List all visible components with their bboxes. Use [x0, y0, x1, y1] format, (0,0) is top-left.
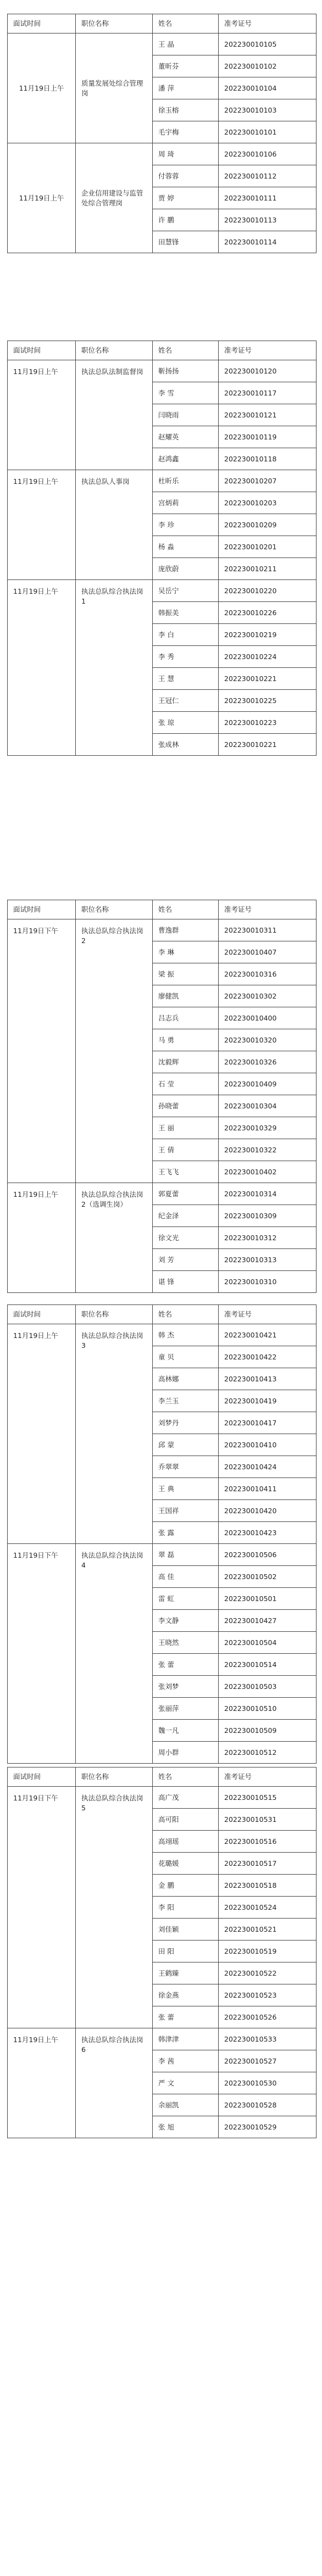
exam-number: 202230010309	[219, 1205, 317, 1227]
exam-number: 202230010221	[219, 734, 317, 756]
exam-number: 202230010304	[219, 1095, 317, 1117]
table-row	[8, 34, 317, 55]
header-exam-number: 准考证号	[219, 1767, 317, 1787]
candidate-name: 潘 萍	[153, 77, 219, 99]
group-time: 11月19日下午	[8, 1787, 76, 2028]
candidate-name: 韩 杰	[153, 1324, 219, 1346]
candidate-name: 徐文光	[153, 1227, 219, 1249]
candidate-name: 曹逸群	[153, 919, 219, 941]
table-row	[8, 1324, 317, 1346]
group-position: 质量发展处综合管理岗	[76, 34, 153, 143]
candidate-name: 刘 芳	[153, 1249, 219, 1271]
candidate-name: 李 琳	[153, 941, 219, 963]
exam-number: 202230010528	[219, 2094, 317, 2116]
exam-number: 202230010311	[219, 919, 317, 941]
exam-number: 202230010316	[219, 963, 317, 985]
exam-number: 202230010419	[219, 1390, 317, 1412]
group-position: 执法总队综合执法岗4	[76, 1544, 153, 1764]
exam-number: 202230010402	[219, 1161, 317, 1183]
exam-number: 202230010221	[219, 668, 317, 690]
header-exam-number: 准考证号	[219, 341, 317, 360]
header-time: 面试时间	[8, 1305, 76, 1324]
candidate-name: 高翊瑶	[153, 1831, 219, 1853]
table-header-row	[8, 14, 317, 34]
exam-number: 202230010103	[219, 99, 317, 121]
header-position: 职位名称	[76, 341, 153, 360]
header-exam-number: 准考证号	[219, 1305, 317, 1324]
exam-number: 202230010220	[219, 580, 317, 602]
table-header-row	[8, 1305, 317, 1324]
exam-number: 202230010509	[219, 1720, 317, 1742]
candidate-name: 高广茂	[153, 1787, 219, 1809]
candidate-name: 李兰玉	[153, 1390, 219, 1412]
candidate-name: 李 茜	[153, 2050, 219, 2072]
candidate-name: 庞欣蔚	[153, 558, 219, 580]
interview-table-2	[7, 341, 317, 756]
candidate-name: 李 雪	[153, 382, 219, 404]
group-position: 执法总队综合执法岗2	[76, 919, 153, 1183]
exam-number: 202230010312	[219, 1227, 317, 1249]
interview-table-4	[7, 1304, 317, 1764]
candidate-name: 周小群	[153, 1742, 219, 1764]
group-position: 执法总队法制监督岗	[76, 360, 153, 470]
candidate-name: 王晓然	[153, 1632, 219, 1654]
header-position: 职位名称	[76, 900, 153, 919]
exam-number: 202230010112	[219, 165, 317, 187]
header-name: 姓名	[153, 341, 219, 360]
exam-number: 202230010310	[219, 1271, 317, 1293]
exam-number: 202230010533	[219, 2028, 317, 2050]
group-time-label: 11月19日上午	[19, 193, 64, 202]
exam-number: 202230010219	[219, 624, 317, 646]
exam-number: 202230010104	[219, 77, 317, 99]
exam-number: 202230010502	[219, 1566, 317, 1588]
candidate-name: 王 典	[153, 1478, 219, 1500]
candidate-name: 董昕芬	[153, 55, 219, 77]
exam-number: 202230010101	[219, 121, 317, 143]
exam-number: 202230010117	[219, 382, 317, 404]
group-position: 执法总队人事岗	[76, 470, 153, 580]
candidate-name: 李 秀	[153, 646, 219, 668]
table-header-row	[8, 341, 317, 360]
group-position: 执法总队综合执法岗6	[76, 2028, 153, 2138]
candidate-name: 李 阳	[153, 1897, 219, 1919]
candidate-name: 廖健凯	[153, 985, 219, 1007]
candidate-name: 赵耀英	[153, 426, 219, 448]
table-header-row	[8, 900, 317, 919]
candidate-name: 贾 婷	[153, 187, 219, 209]
candidate-name: 花璐媛	[153, 1853, 219, 1875]
candidate-name: 邱 蒙	[153, 1434, 219, 1456]
header-time: 面试时间	[8, 14, 76, 34]
candidate-name: 李 珍	[153, 514, 219, 536]
candidate-name: 张 琼	[153, 712, 219, 734]
exam-number: 202230010420	[219, 1500, 317, 1522]
group-time: 11月19日下午	[8, 919, 76, 1183]
exam-number: 202230010102	[219, 55, 317, 77]
candidate-name: 金 鹏	[153, 1875, 219, 1897]
candidate-name: 靳扬扬	[153, 360, 219, 382]
exam-number: 202230010518	[219, 1875, 317, 1897]
candidate-name: 毛宇梅	[153, 121, 219, 143]
exam-number: 202230010523	[219, 1984, 317, 2006]
exam-number: 202230010119	[219, 426, 317, 448]
exam-number: 202230010400	[219, 1007, 317, 1029]
candidate-name: 王 倩	[153, 1139, 219, 1161]
candidate-name: 田 阳	[153, 1941, 219, 1962]
group-time	[8, 143, 76, 253]
interview-table-5	[7, 1767, 317, 2138]
exam-number: 202230010224	[219, 646, 317, 668]
exam-number: 202230010423	[219, 1522, 317, 1544]
exam-number: 202230010322	[219, 1139, 317, 1161]
candidate-name: 李文静	[153, 1610, 219, 1632]
exam-number: 202230010421	[219, 1324, 317, 1346]
exam-number: 202230010527	[219, 2050, 317, 2072]
exam-number: 202230010530	[219, 2072, 317, 2094]
candidate-name: 刘佳颖	[153, 1919, 219, 1941]
candidate-name: 童 贝	[153, 1346, 219, 1368]
table-row	[8, 1787, 317, 1809]
exam-number: 202230010524	[219, 1897, 317, 1919]
candidate-name: 许 鹏	[153, 209, 219, 231]
table-row	[8, 470, 317, 492]
candidate-name: 梁 振	[153, 963, 219, 985]
candidate-name: 周 琦	[153, 143, 219, 165]
header-exam-number: 准考证号	[219, 14, 317, 34]
candidate-name: 余丽凯	[153, 2094, 219, 2116]
candidate-name: 王国祥	[153, 1500, 219, 1522]
exam-number: 202230010516	[219, 1831, 317, 1853]
exam-number: 202230010209	[219, 514, 317, 536]
exam-number: 202230010410	[219, 1434, 317, 1456]
candidate-name: 魏一凡	[153, 1720, 219, 1742]
group-time: 11月19日上午	[8, 360, 76, 470]
candidate-name: 宫炳莉	[153, 492, 219, 514]
exam-number: 202230010225	[219, 690, 317, 712]
header-position: 职位名称	[76, 1767, 153, 1787]
exam-number: 202230010504	[219, 1632, 317, 1654]
header-name: 姓名	[153, 1305, 219, 1324]
exam-number: 202230010105	[219, 34, 317, 55]
candidate-name: 徐玉榕	[153, 99, 219, 121]
group-position: 企业信用建设与监管处综合管理岗	[76, 143, 153, 253]
candidate-name: 高可阳	[153, 1809, 219, 1831]
group-position: 执法总队综合执法岗3	[76, 1324, 153, 1544]
candidate-name: 雷 虹	[153, 1588, 219, 1610]
exam-number: 202230010106	[219, 143, 317, 165]
exam-number: 202230010201	[219, 536, 317, 558]
exam-number: 202230010409	[219, 1073, 317, 1095]
table-row	[8, 1544, 317, 1566]
header-name: 姓名	[153, 900, 219, 919]
exam-number: 202230010226	[219, 602, 317, 624]
candidate-name: 翠 磊	[153, 1544, 219, 1566]
header-position: 职位名称	[76, 14, 153, 34]
group-time	[8, 34, 76, 143]
candidate-name: 吕志兵	[153, 1007, 219, 1029]
exam-number: 202230010515	[219, 1787, 317, 1809]
exam-number: 202230010121	[219, 404, 317, 426]
candidate-name: 王飞飞	[153, 1161, 219, 1183]
exam-number: 202230010120	[219, 360, 317, 382]
header-name: 姓名	[153, 1767, 219, 1787]
group-position: 执法总队综合执法岗2（选调生岗）	[76, 1183, 153, 1293]
exam-number: 202230010424	[219, 1456, 317, 1478]
exam-number: 202230010529	[219, 2116, 317, 2138]
candidate-name: 马 勇	[153, 1029, 219, 1051]
exam-number: 202230010503	[219, 1676, 317, 1698]
candidate-name: 严 文	[153, 2072, 219, 2094]
table-row	[8, 143, 317, 165]
table-row	[8, 919, 317, 941]
table-row	[8, 1183, 317, 1205]
candidate-name: 王 晶	[153, 34, 219, 55]
exam-number: 202230010207	[219, 470, 317, 492]
exam-number: 202230010113	[219, 209, 317, 231]
exam-number: 202230010506	[219, 1544, 317, 1566]
candidate-name: 张 蕾	[153, 1654, 219, 1676]
exam-number: 202230010302	[219, 985, 317, 1007]
candidate-name: 李 白	[153, 624, 219, 646]
candidate-name: 石 莹	[153, 1073, 219, 1095]
candidate-name: 徐金燕	[153, 1984, 219, 2006]
exam-number: 202230010118	[219, 448, 317, 470]
candidate-name: 闫晓雨	[153, 404, 219, 426]
candidate-name: 高 佳	[153, 1566, 219, 1588]
exam-number: 202230010521	[219, 1919, 317, 1941]
exam-number: 202230010313	[219, 1249, 317, 1271]
candidate-name: 王冠仁	[153, 690, 219, 712]
candidate-name: 赵鸿鑫	[153, 448, 219, 470]
header-position: 职位名称	[76, 1305, 153, 1324]
interview-table-1	[7, 14, 317, 253]
candidate-name: 孙晓蕾	[153, 1095, 219, 1117]
candidate-name: 杜昕乐	[153, 470, 219, 492]
candidate-name: 谌 锋	[153, 1271, 219, 1293]
exam-number: 202230010203	[219, 492, 317, 514]
header-time: 面试时间	[8, 1767, 76, 1787]
candidate-name: 付蓉蓉	[153, 165, 219, 187]
candidate-name: 王 丽	[153, 1117, 219, 1139]
group-time: 11月19日上午	[8, 580, 76, 756]
exam-number: 202230010517	[219, 1853, 317, 1875]
table-row	[8, 2028, 317, 2050]
candidate-name: 高林娜	[153, 1368, 219, 1390]
group-time: 11月19日上午	[8, 1183, 76, 1293]
candidate-name: 刘梦丹	[153, 1412, 219, 1434]
exam-number: 202230010314	[219, 1183, 317, 1205]
exam-number: 202230010411	[219, 1478, 317, 1500]
exam-number: 202230010510	[219, 1698, 317, 1720]
candidate-name: 张 旭	[153, 2116, 219, 2138]
candidate-name: 王鹤臻	[153, 1962, 219, 1984]
table-header-row	[8, 1767, 317, 1787]
exam-number: 202230010329	[219, 1117, 317, 1139]
header-time: 面试时间	[8, 341, 76, 360]
exam-number: 202230010531	[219, 1809, 317, 1831]
candidate-name: 田慧锋	[153, 231, 219, 253]
candidate-name: 张 露	[153, 1522, 219, 1544]
exam-number: 202230010526	[219, 2006, 317, 2028]
candidate-name: 韩振美	[153, 602, 219, 624]
group-time: 11月19日上午	[8, 1324, 76, 1544]
exam-number: 202230010407	[219, 941, 317, 963]
exam-number: 202230010501	[219, 1588, 317, 1610]
table-row	[8, 360, 317, 382]
exam-number: 202230010514	[219, 1654, 317, 1676]
header-time: 面试时间	[8, 900, 76, 919]
interview-table-3	[7, 900, 317, 1293]
candidate-name: 乔翠翠	[153, 1456, 219, 1478]
exam-number: 202230010512	[219, 1742, 317, 1764]
candidate-name: 韩津津	[153, 2028, 219, 2050]
exam-number: 202230010519	[219, 1941, 317, 1962]
table-row	[8, 580, 317, 602]
exam-number: 202230010417	[219, 1412, 317, 1434]
group-position: 执法总队综合执法岗5	[76, 1787, 153, 2028]
group-position: 执法总队综合执法岗1	[76, 580, 153, 756]
exam-number: 202230010427	[219, 1610, 317, 1632]
candidate-name: 张成林	[153, 734, 219, 756]
header-exam-number: 准考证号	[219, 900, 317, 919]
exam-number: 202230010320	[219, 1029, 317, 1051]
exam-number: 202230010522	[219, 1962, 317, 1984]
exam-number: 202230010114	[219, 231, 317, 253]
exam-number: 202230010111	[219, 187, 317, 209]
candidate-name: 杨 淼	[153, 536, 219, 558]
exam-number: 202230010326	[219, 1051, 317, 1073]
group-time: 11月19日下午	[8, 1544, 76, 1764]
candidate-name: 张丽萍	[153, 1698, 219, 1720]
group-time: 11月19日上午	[8, 2028, 76, 2138]
exam-number: 202230010413	[219, 1368, 317, 1390]
candidate-name: 王 慧	[153, 668, 219, 690]
header-name: 姓名	[153, 14, 219, 34]
exam-number: 202230010211	[219, 558, 317, 580]
candidate-name: 沈毅辉	[153, 1051, 219, 1073]
group-time: 11月19日上午	[8, 470, 76, 580]
group-time-label: 11月19日上午	[19, 83, 64, 92]
exam-number: 202230010223	[219, 712, 317, 734]
candidate-name: 张 蕾	[153, 2006, 219, 2028]
candidate-name: 郭夏蕾	[153, 1183, 219, 1205]
candidate-name: 吴岳宁	[153, 580, 219, 602]
candidate-name: 纪金泽	[153, 1205, 219, 1227]
candidate-name: 张刘梦	[153, 1676, 219, 1698]
exam-number: 202230010422	[219, 1346, 317, 1368]
